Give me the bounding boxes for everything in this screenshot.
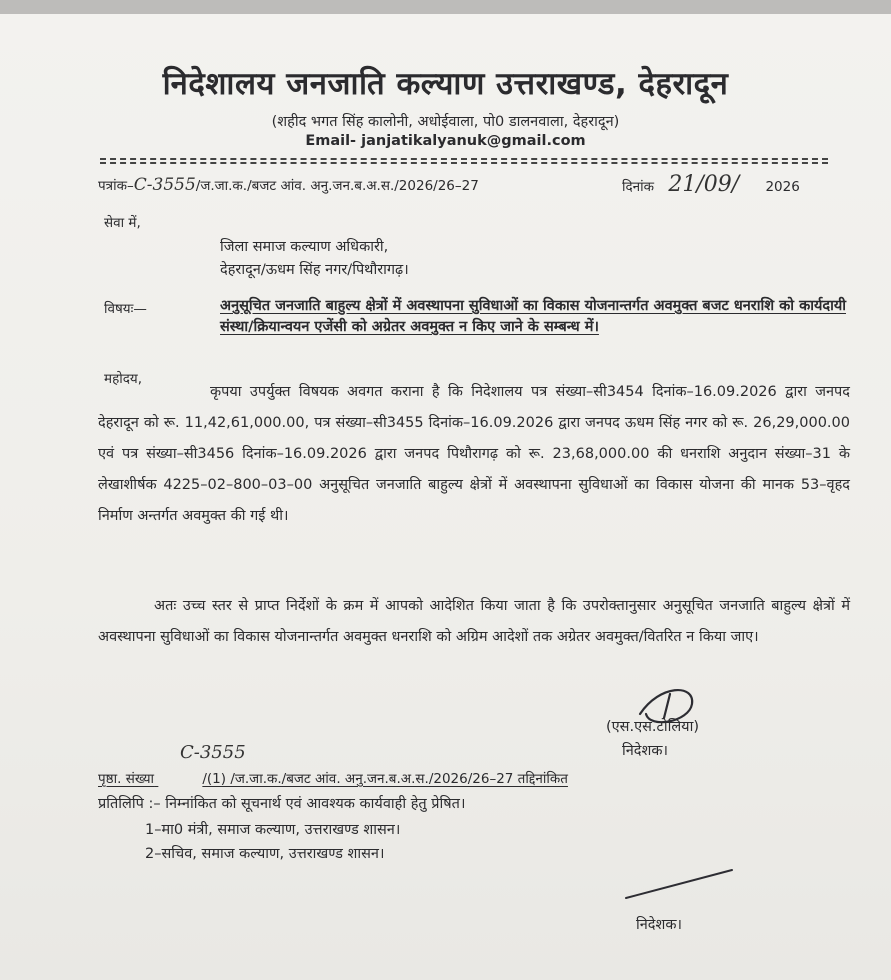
subject-text: अनुसूचित जनजाति बाहुल्य क्षेत्रों में अवस्थापना सुविधाओं का विकास योजनान्तर्गत अवमुक्त बजट धनराशि को कार्यदायी संस्था/क्रियान्वयन एजेंसी को अग्रेतर अवमुक्त न किए जाने के सम्बन्ध में। [220, 298, 846, 335]
letterhead-email: Email- janjatikalyanuk@gmail.com [305, 133, 586, 149]
date-label: दिनांक [622, 179, 655, 195]
copy-line: प्रतिलिपि :– निम्नांकित को सूचनार्थ एवं आवश्यक कार्यवाही हेतु प्रेषित। [98, 796, 466, 812]
header-divider-bottom [100, 162, 828, 164]
copy-item-1: 1–मा0 मंत्री, समाज कल्याण, उत्तराखण्ड शासन। [145, 822, 401, 838]
seva-mein: सेवा में, [104, 215, 141, 231]
addressee-line-2: देहरादून/ऊधम सिंह नगर/पिथौरागढ़। [220, 262, 409, 278]
letterhead-title: निदेशालय जनजाति कल्याण उत्तराखण्ड, देहरादून [162, 66, 729, 102]
copy-item-2: 2–सचिव, समाज कल्याण, उत्तराखण्ड शासन। [145, 846, 385, 862]
closing-signature-stroke [620, 864, 740, 904]
endorsement-line [98, 769, 568, 787]
body-paragraph-2: अतः उच्च स्तर से प्राप्त निर्देशों के क्रम में आपको आदेशित किया जाता है कि उपरोक्तानुसार अनुसूचित जनजाति बाहुल्य क्षेत्रों में अवस्थापना सुविधाओं का विकास योजनान्तर्गत अवमुक्त धनराशि को अग्रिम आदेशों तक अग्रेतर अवमुक्त/वितरित न किया जाए। [98, 598, 850, 645]
date-year: 2026 [765, 179, 800, 195]
letter-page [0, 14, 891, 980]
signatory-name: (एस.एस.टोलिया) [606, 719, 699, 735]
subject-label: विषयः— [104, 301, 147, 317]
signatory-title: निदेशक। [622, 743, 668, 759]
reference-prefix: पत्रांक– [98, 178, 134, 194]
reference-line [98, 175, 479, 195]
date-line [622, 172, 800, 197]
reference-code: /ज.जा.क./बजट आंव. अनु.जन.ब.अ.स./2026/26–27 [195, 178, 479, 194]
letterhead-address: (शहीद भगत सिंह कालोनी, अधोईवाला, पो0 डालनवाला, देहरादून) [271, 114, 620, 130]
closing-title: निदेशक। [636, 917, 682, 933]
addressee-line-1: जिला समाज कल्याण अधिकारी, [220, 239, 389, 255]
endorsement-code: /(1) /ज.जा.क./बजट आंव. अनु.जन.ब.अ.स./2026/26–27 तद्दिनांकित [202, 771, 568, 787]
endorsement-number-handwritten: C-3555 [180, 742, 246, 763]
body-paragraph-1: कृपया उपर्युक्त विषयक अवगत कराना है कि निदेशालय पत्र संख्या–सी3454 दिनांक–16.09.2026 द्वारा जनपद देहरादून को रू. 11,42,61,000.00, पत्र संख्या–सी3455 दिनांक–16.09.2026 द्वारा जनपद ऊधम सिंह नगर को रू. 26,29,000.00 एवं पत्र संख्या–सी3456 दिनांक–16.09.2026 द्वारा जनपद पिथौरागढ़ को रू. 23,68,000.00 की धनराशि अनुदान संख्या–31 के लेखाशीर्षक 4225–02–800–03–00 अनुसूचित जनजाति बाहुल्य क्षेत्रों में अवस्थापना सुविधाओं का विकास योजना की मानक 53–वृहद निर्माण अन्तर्गत अवमुक्त की गई थी। [98, 384, 850, 524]
reference-number-handwritten: C-3555 [133, 175, 196, 195]
header-divider-top [100, 158, 828, 160]
greeting: महोदय, [104, 371, 143, 387]
date-handwritten: 21/09/ [668, 172, 740, 197]
endorsement-label: पृष्ठा. संख्या [98, 771, 155, 787]
